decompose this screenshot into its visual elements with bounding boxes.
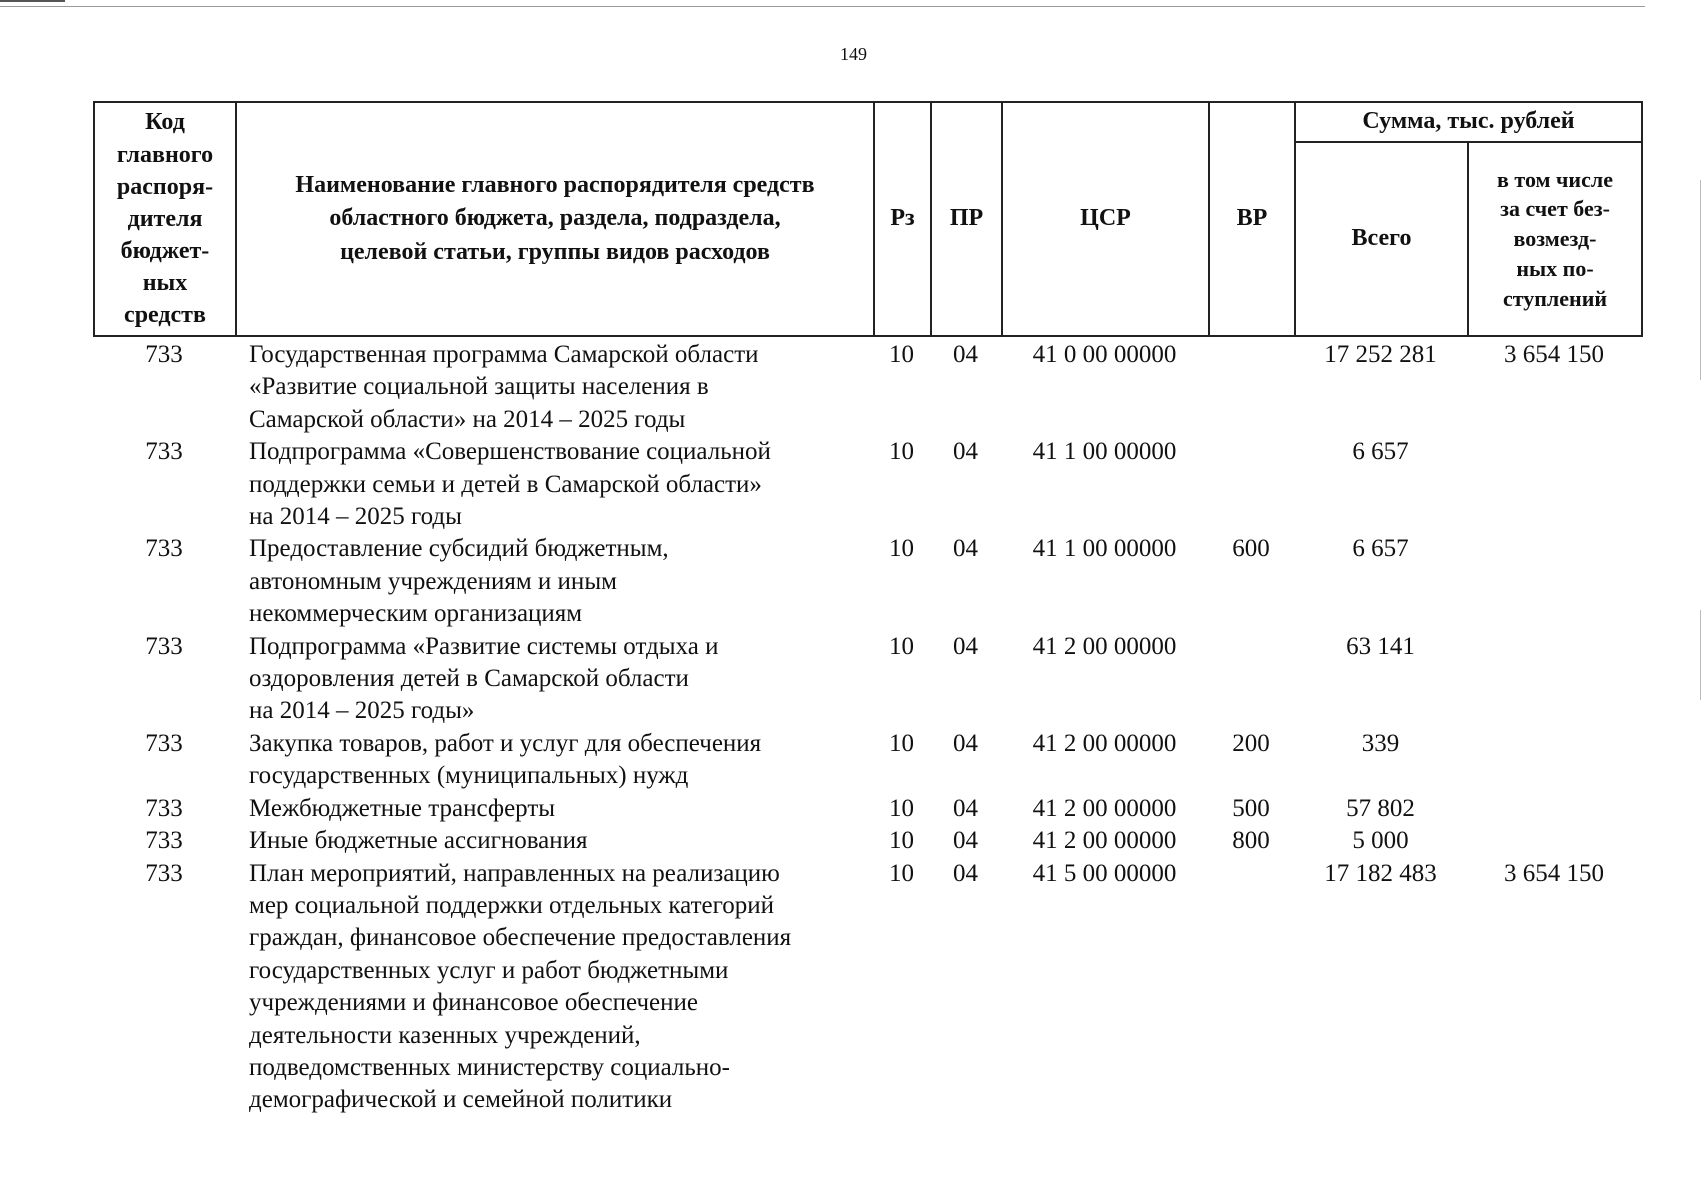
header-code-line: распоря- — [116, 173, 214, 200]
header-code-line: Код — [145, 109, 185, 136]
row-pr: 04 — [953, 794, 978, 822]
row-pr: 04 — [953, 535, 978, 563]
header-sum: Сумма, тыс. рублей — [1295, 102, 1642, 142]
row-name-line: демографической и семейной политики — [249, 1086, 673, 1114]
row-incl: 3 654 150 — [1504, 341, 1604, 368]
row-name-line: деятельности казенных учреждений, — [249, 1021, 641, 1049]
row-csr: 41 2 00 00000 — [1032, 729, 1177, 757]
row-name-line: поддержки семьи и детей в Самарской области» — [249, 470, 762, 498]
row-rz: 10 — [889, 729, 914, 757]
row-name-line: мер социальной поддержки отдельных категорий — [249, 891, 774, 919]
row-name — [235, 436, 873, 533]
row-rz: 10 — [889, 535, 914, 563]
row-csr: 41 5 00 00000 — [1032, 859, 1177, 887]
table-row — [93, 728, 1641, 793]
row-total: 57 802 — [1346, 794, 1415, 822]
row-code: 733 — [145, 729, 183, 757]
header-incl-cell — [1468, 142, 1642, 336]
row-code: 733 — [145, 535, 183, 563]
header-code-text — [99, 106, 231, 331]
table-row — [93, 793, 1641, 825]
header-name-line: областного бюджета, раздела, подраздела, — [329, 205, 781, 232]
header-name-line: целевой статьи, группы видов расходов — [340, 238, 770, 265]
header-incl-line: ступлений — [1502, 285, 1608, 311]
row-rz: 10 — [889, 794, 914, 822]
row-vr: 800 — [1232, 827, 1270, 855]
table-row — [93, 858, 1641, 1117]
row-name-line: подведомственных министерству социально- — [249, 1053, 730, 1081]
row-name — [235, 825, 873, 857]
row-pr: 04 — [953, 729, 978, 757]
row-csr: 41 2 00 00000 — [1032, 632, 1177, 660]
row-csr: 41 0 00 00000 — [1032, 341, 1177, 368]
row-name-line: Межбюджетные трансферты — [249, 794, 556, 822]
row-name-line: Самарской области» на 2014 – 2025 годы — [249, 405, 686, 433]
row-code: 733 — [145, 827, 183, 855]
row-pr: 04 — [953, 632, 978, 660]
header-vr: ВР — [1209, 102, 1295, 336]
row-name — [235, 631, 873, 728]
row-vr — [1208, 858, 1294, 1117]
table-body — [93, 339, 1641, 1117]
row-vr — [1208, 436, 1294, 533]
header-incl-line: возмезд- — [1513, 226, 1597, 252]
row-name — [235, 858, 873, 1117]
row-incl — [1467, 631, 1641, 728]
row-name-line: граждан, финансовое обеспечение предоставления — [249, 924, 792, 952]
row-rz: 10 — [889, 632, 914, 660]
row-total: 17 182 483 — [1324, 859, 1437, 887]
row-csr: 41 1 00 00000 — [1032, 438, 1177, 466]
row-name-line: Закупка товаров, работ и услуг для обеспечения — [249, 729, 762, 757]
row-vr — [1208, 339, 1294, 436]
row-name-line: на 2014 – 2025 годы — [249, 503, 462, 531]
row-code: 733 — [145, 341, 183, 368]
row-code: 733 — [145, 632, 183, 660]
row-pr: 04 — [953, 859, 978, 887]
table-row — [93, 533, 1641, 630]
row-rz: 10 — [889, 341, 914, 368]
table-row — [93, 339, 1641, 436]
header-incl-line: в том числе — [1497, 166, 1613, 192]
right-edge-mark — [1700, 180, 1701, 380]
row-name-line: автономным учреждениям и иным — [249, 567, 617, 595]
row-name-line: Подпрограмма «Совершенствование социальной — [249, 438, 771, 466]
row-name — [235, 339, 873, 436]
header-name-cell — [236, 102, 874, 336]
header-rz: Рз — [874, 102, 931, 336]
row-total: 63 141 — [1346, 632, 1415, 660]
row-vr — [1208, 631, 1294, 728]
row-incl — [1467, 728, 1641, 793]
row-name-line: некоммерческим организациям — [249, 600, 583, 628]
row-name-line: Предоставление субсидий бюджетным, — [249, 535, 669, 563]
row-pr: 04 — [953, 438, 978, 466]
header-code-line: средств — [124, 302, 206, 329]
top-edge-rule — [0, 6, 1645, 7]
row-name-line: учреждениями и финансовое обеспечение — [249, 989, 698, 1017]
header-code-cell — [94, 102, 236, 336]
header-incl-line: ных по- — [1516, 255, 1594, 281]
header-csr: ЦСР — [1002, 102, 1209, 336]
row-pr: 04 — [953, 341, 978, 368]
row-vr: 500 — [1232, 794, 1270, 822]
header-total: Всего — [1295, 142, 1468, 336]
row-name-line: Подпрограмма «Развитие системы отдыха и — [249, 632, 719, 660]
row-total: 339 — [1361, 729, 1400, 757]
top-edge-rule-left — [0, 0, 65, 2]
row-rz: 10 — [889, 827, 914, 855]
row-name — [235, 533, 873, 630]
row-csr: 41 2 00 00000 — [1032, 794, 1177, 822]
row-total: 6 657 — [1352, 535, 1409, 563]
row-rz: 10 — [889, 859, 914, 887]
row-csr: 41 2 00 00000 — [1032, 827, 1177, 855]
table-row — [93, 631, 1641, 728]
row-name-line: Государственная программа Самарской области — [249, 341, 759, 368]
table-row — [93, 825, 1641, 857]
row-total: 5 000 — [1352, 827, 1409, 855]
row-name-line: «Развитие социальной защиты населения в — [249, 373, 709, 401]
row-total: 17 252 281 — [1324, 341, 1437, 368]
row-incl — [1467, 825, 1641, 857]
row-name — [235, 793, 873, 825]
row-total: 6 657 — [1352, 438, 1409, 466]
table-header — [93, 101, 1643, 337]
row-name-line: оздоровления детей в Самарской области — [249, 665, 689, 693]
row-incl — [1467, 533, 1641, 630]
header-code-line: дителя — [127, 205, 203, 232]
header-incl-line: за счет без- — [1500, 196, 1610, 222]
row-name-line: на 2014 – 2025 годы» — [249, 697, 475, 725]
row-vr: 600 — [1232, 535, 1270, 563]
row-name-line: Иные бюджетные ассигнования — [249, 827, 588, 855]
row-csr: 41 1 00 00000 — [1032, 535, 1177, 563]
row-pr: 04 — [953, 827, 978, 855]
header-pr: ПР — [931, 102, 1002, 336]
row-name — [235, 728, 873, 793]
row-incl — [1467, 793, 1641, 825]
header-name-line: Наименование главного распорядителя средств — [295, 171, 815, 198]
row-name-line: государственных услуг и работ бюджетными — [249, 956, 729, 984]
page-number: 149 — [840, 44, 867, 64]
row-name-line: План мероприятий, направленных на реализацию — [249, 859, 780, 887]
right-edge-mark — [1700, 610, 1701, 700]
row-code: 733 — [145, 859, 183, 887]
row-code: 733 — [145, 794, 183, 822]
header-code-line: ных — [142, 270, 188, 297]
row-name-line: государственных (муниципальных) нужд — [249, 762, 689, 790]
row-incl — [1467, 436, 1641, 533]
row-vr: 200 — [1232, 729, 1270, 757]
header-code-line: главного — [116, 141, 214, 168]
table-row — [93, 436, 1641, 533]
header-code-line: бюджет- — [120, 238, 210, 265]
row-code: 733 — [145, 438, 183, 466]
row-rz: 10 — [889, 438, 914, 466]
row-incl: 3 654 150 — [1504, 859, 1604, 887]
